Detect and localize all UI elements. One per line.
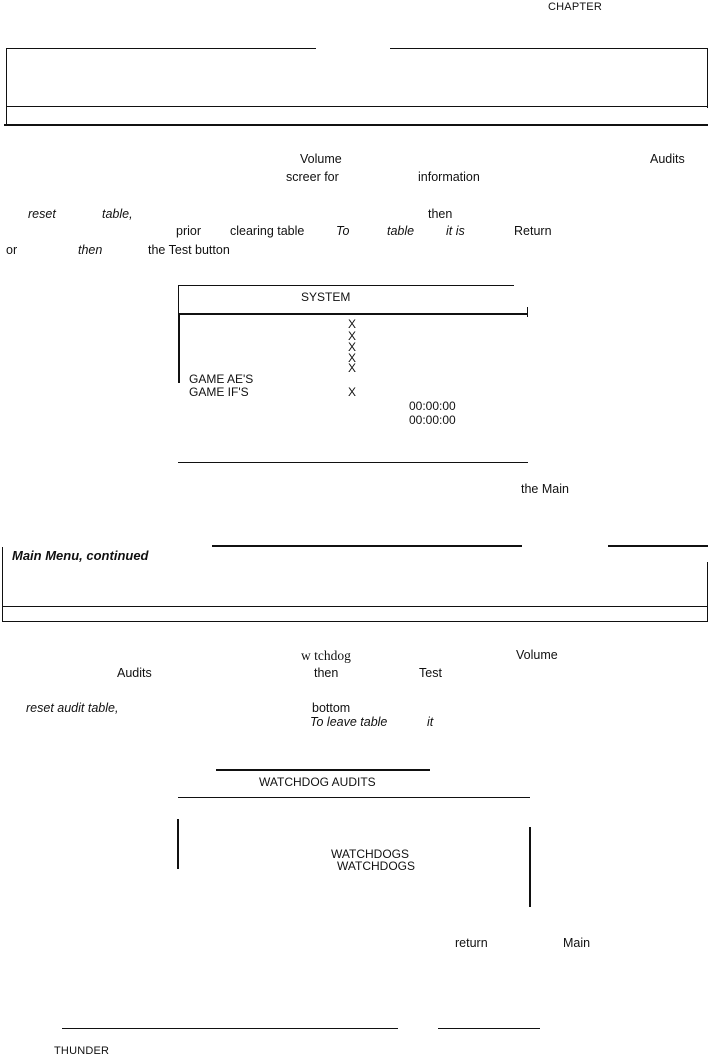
text-screen-for: screer for xyxy=(286,170,339,184)
text-volume: Volume xyxy=(300,152,342,166)
section2-box-right xyxy=(707,562,708,622)
text-main: Main xyxy=(563,936,591,950)
text-the-main: the Main xyxy=(521,482,569,496)
system-x-mark: X xyxy=(348,317,357,331)
watchdog-screen-title-rule xyxy=(178,797,530,798)
system-screen-top xyxy=(178,285,514,286)
system-time: 00:00:00 xyxy=(409,413,456,427)
section2-box-left xyxy=(2,547,3,621)
text-audits: Audits xyxy=(650,152,685,166)
text-table-2: table xyxy=(387,224,415,238)
section2-rule-mid xyxy=(212,545,522,547)
text-or: or xyxy=(6,243,18,257)
section1-box-right xyxy=(707,48,708,108)
text-then-3: then xyxy=(314,666,339,680)
footer-rule-right xyxy=(438,1028,540,1029)
chapter-label: CHAPTER xyxy=(548,1,602,13)
text-return-2: return xyxy=(455,936,488,950)
section1-box-inner-bottom xyxy=(6,106,708,107)
system-screen-left xyxy=(178,313,180,383)
section2-box-inner-bottom xyxy=(2,606,708,607)
watchdog-screen-right xyxy=(529,827,531,907)
section2-rule-right xyxy=(608,545,708,547)
system-row-label: GAME AE'S xyxy=(189,372,254,386)
section1-box-top-right xyxy=(390,48,708,49)
text-reset-audit-table: reset audit table, xyxy=(26,701,119,715)
system-screen-right-tick xyxy=(527,307,528,317)
system-x-mark: X xyxy=(348,361,357,375)
watchdog-line: WATCHDOGS xyxy=(337,859,415,873)
section1-box-top-left xyxy=(6,48,316,49)
text-reset: reset xyxy=(28,207,56,221)
section2-box-bottom xyxy=(2,621,708,622)
system-screen-bottom xyxy=(178,462,528,463)
watchdog-screen-title: WATCHDOG AUDITS xyxy=(259,775,376,789)
text-volume-2: Volume xyxy=(516,648,558,662)
watchdog-screen-title-rule-top xyxy=(216,769,430,771)
text-table: table, xyxy=(102,207,133,221)
text-then-2: then xyxy=(78,243,103,257)
system-screen-title: SYSTEM xyxy=(301,290,351,304)
system-row-label: GAME IF'S xyxy=(189,385,249,399)
text-the-test-button: the Test button xyxy=(148,243,230,257)
system-screen-header-left xyxy=(178,285,179,315)
text-bottom: bottom xyxy=(312,701,351,715)
text-it-is: it is xyxy=(446,224,465,238)
text-to-leave-table: To leave table xyxy=(310,715,388,729)
text-then: then xyxy=(428,207,453,221)
text-return: Return xyxy=(514,224,552,238)
system-x-mark: X xyxy=(348,329,357,343)
section1-box-left xyxy=(6,48,7,124)
footer-rule-left xyxy=(62,1028,398,1029)
text-it: it xyxy=(427,715,434,729)
text-prior: prior xyxy=(176,224,202,238)
section2-heading: Main Menu, continued xyxy=(12,548,149,563)
system-screen-title-rule xyxy=(178,313,528,315)
system-x-mark: X xyxy=(348,340,357,354)
text-audits-2: Audits xyxy=(117,666,152,680)
section1-box-bottom xyxy=(4,124,708,126)
text-watchdog: w tchdog xyxy=(301,648,351,663)
text-information: information xyxy=(418,170,480,184)
text-to: To xyxy=(336,224,350,238)
watchdog-line: WATCHDOGS xyxy=(331,847,409,861)
system-time: 00:00:00 xyxy=(409,399,456,413)
footer-thunder: THUNDER xyxy=(54,1045,110,1057)
system-row-value: X xyxy=(348,385,357,399)
text-clearing-table: clearing table xyxy=(230,224,305,238)
watchdog-screen-left xyxy=(177,819,179,869)
system-x-mark: X xyxy=(348,351,357,365)
text-test: Test xyxy=(419,666,442,680)
